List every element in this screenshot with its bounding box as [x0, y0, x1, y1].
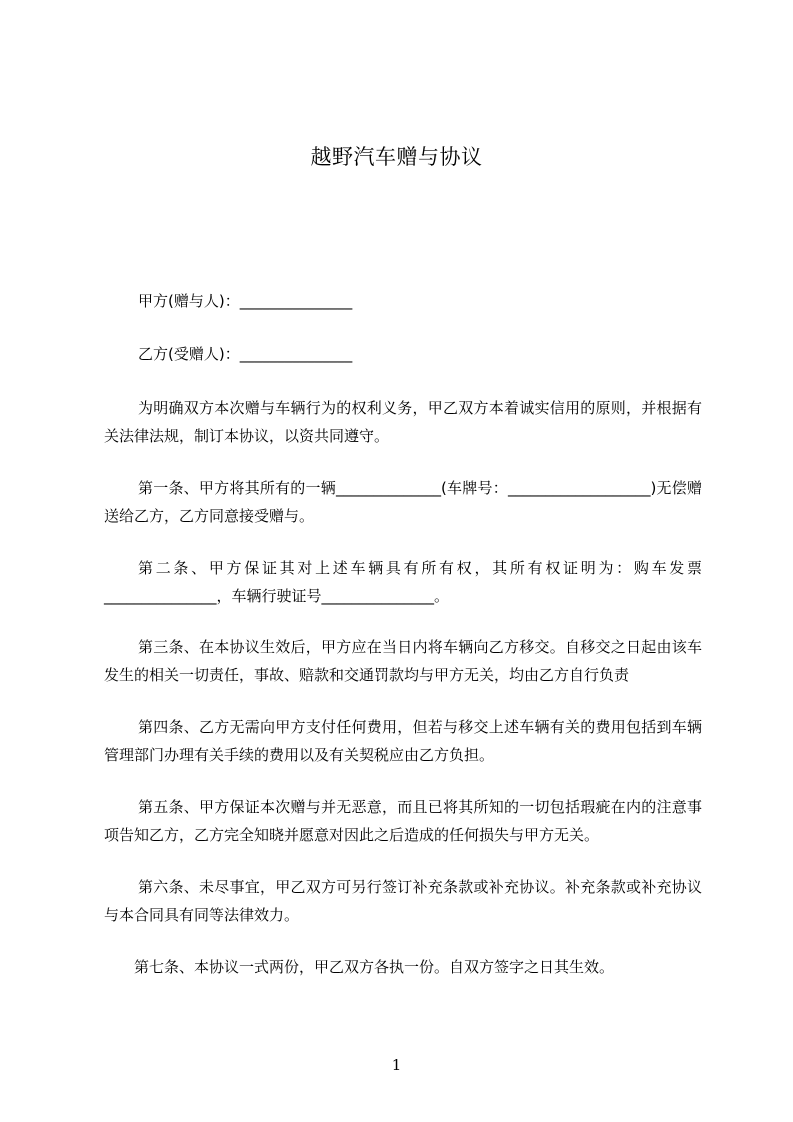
preamble-paragraph: 为明确双方本次赠与车辆行为的权利义务，甲乙双方本着诚实信用的原则，并根据有关法律法规，制订本协议，以资共同遵守。 — [104, 399, 702, 445]
clause-2: 第二条、甲方保证其对上述车辆具有所有权，其所有权证明为：购车发票_______________，车辆行驶证号_______________。 — [104, 559, 702, 605]
clause-4: 第四条、乙方无需向甲方支付任何费用，但若与移交上述车辆有关的费用包括到车辆管理部门办理有关手续的费用以及有关契税应由乙方负担。 — [104, 718, 702, 764]
party-a-line: 甲方(赠与人)：_______________ — [138, 292, 353, 310]
document-title: 越野汽车赠与协议 — [310, 145, 483, 169]
clause-6: 第六条、未尽事宜，甲乙双方可另行签订补充条款或补充协议。补充条款或补充协议与本合同具有同等法律效力。 — [104, 878, 702, 924]
page-number: 1 — [391, 1056, 402, 1074]
clause-1: 第一条、甲方将其所有的一辆______________(车牌号：___________________)无偿赠送给乙方，乙方同意接受赠与。 — [104, 479, 702, 525]
party-b-line: 乙方(受赠人)：_______________ — [138, 345, 353, 363]
clause-5: 第五条、甲方保证本次赠与并无恶意，而且已将其所知的一切包括瑕疵在内的注意事项告知乙方，乙方完全知晓并愿意对因此之后造成的任何损失与甲方无关。 — [104, 798, 702, 844]
clause-3: 第三条、在本协议生效后，甲方应在当日内将车辆向乙方移交。自移交之日起由该车发生的相关一切责任，事故、赔款和交通罚款均与甲方无关，均由乙方自行负责 — [104, 638, 702, 684]
clause-7: 第七条、本协议一式两份，甲乙双方各执一份。自双方签字之日其生效。 — [134, 958, 615, 976]
